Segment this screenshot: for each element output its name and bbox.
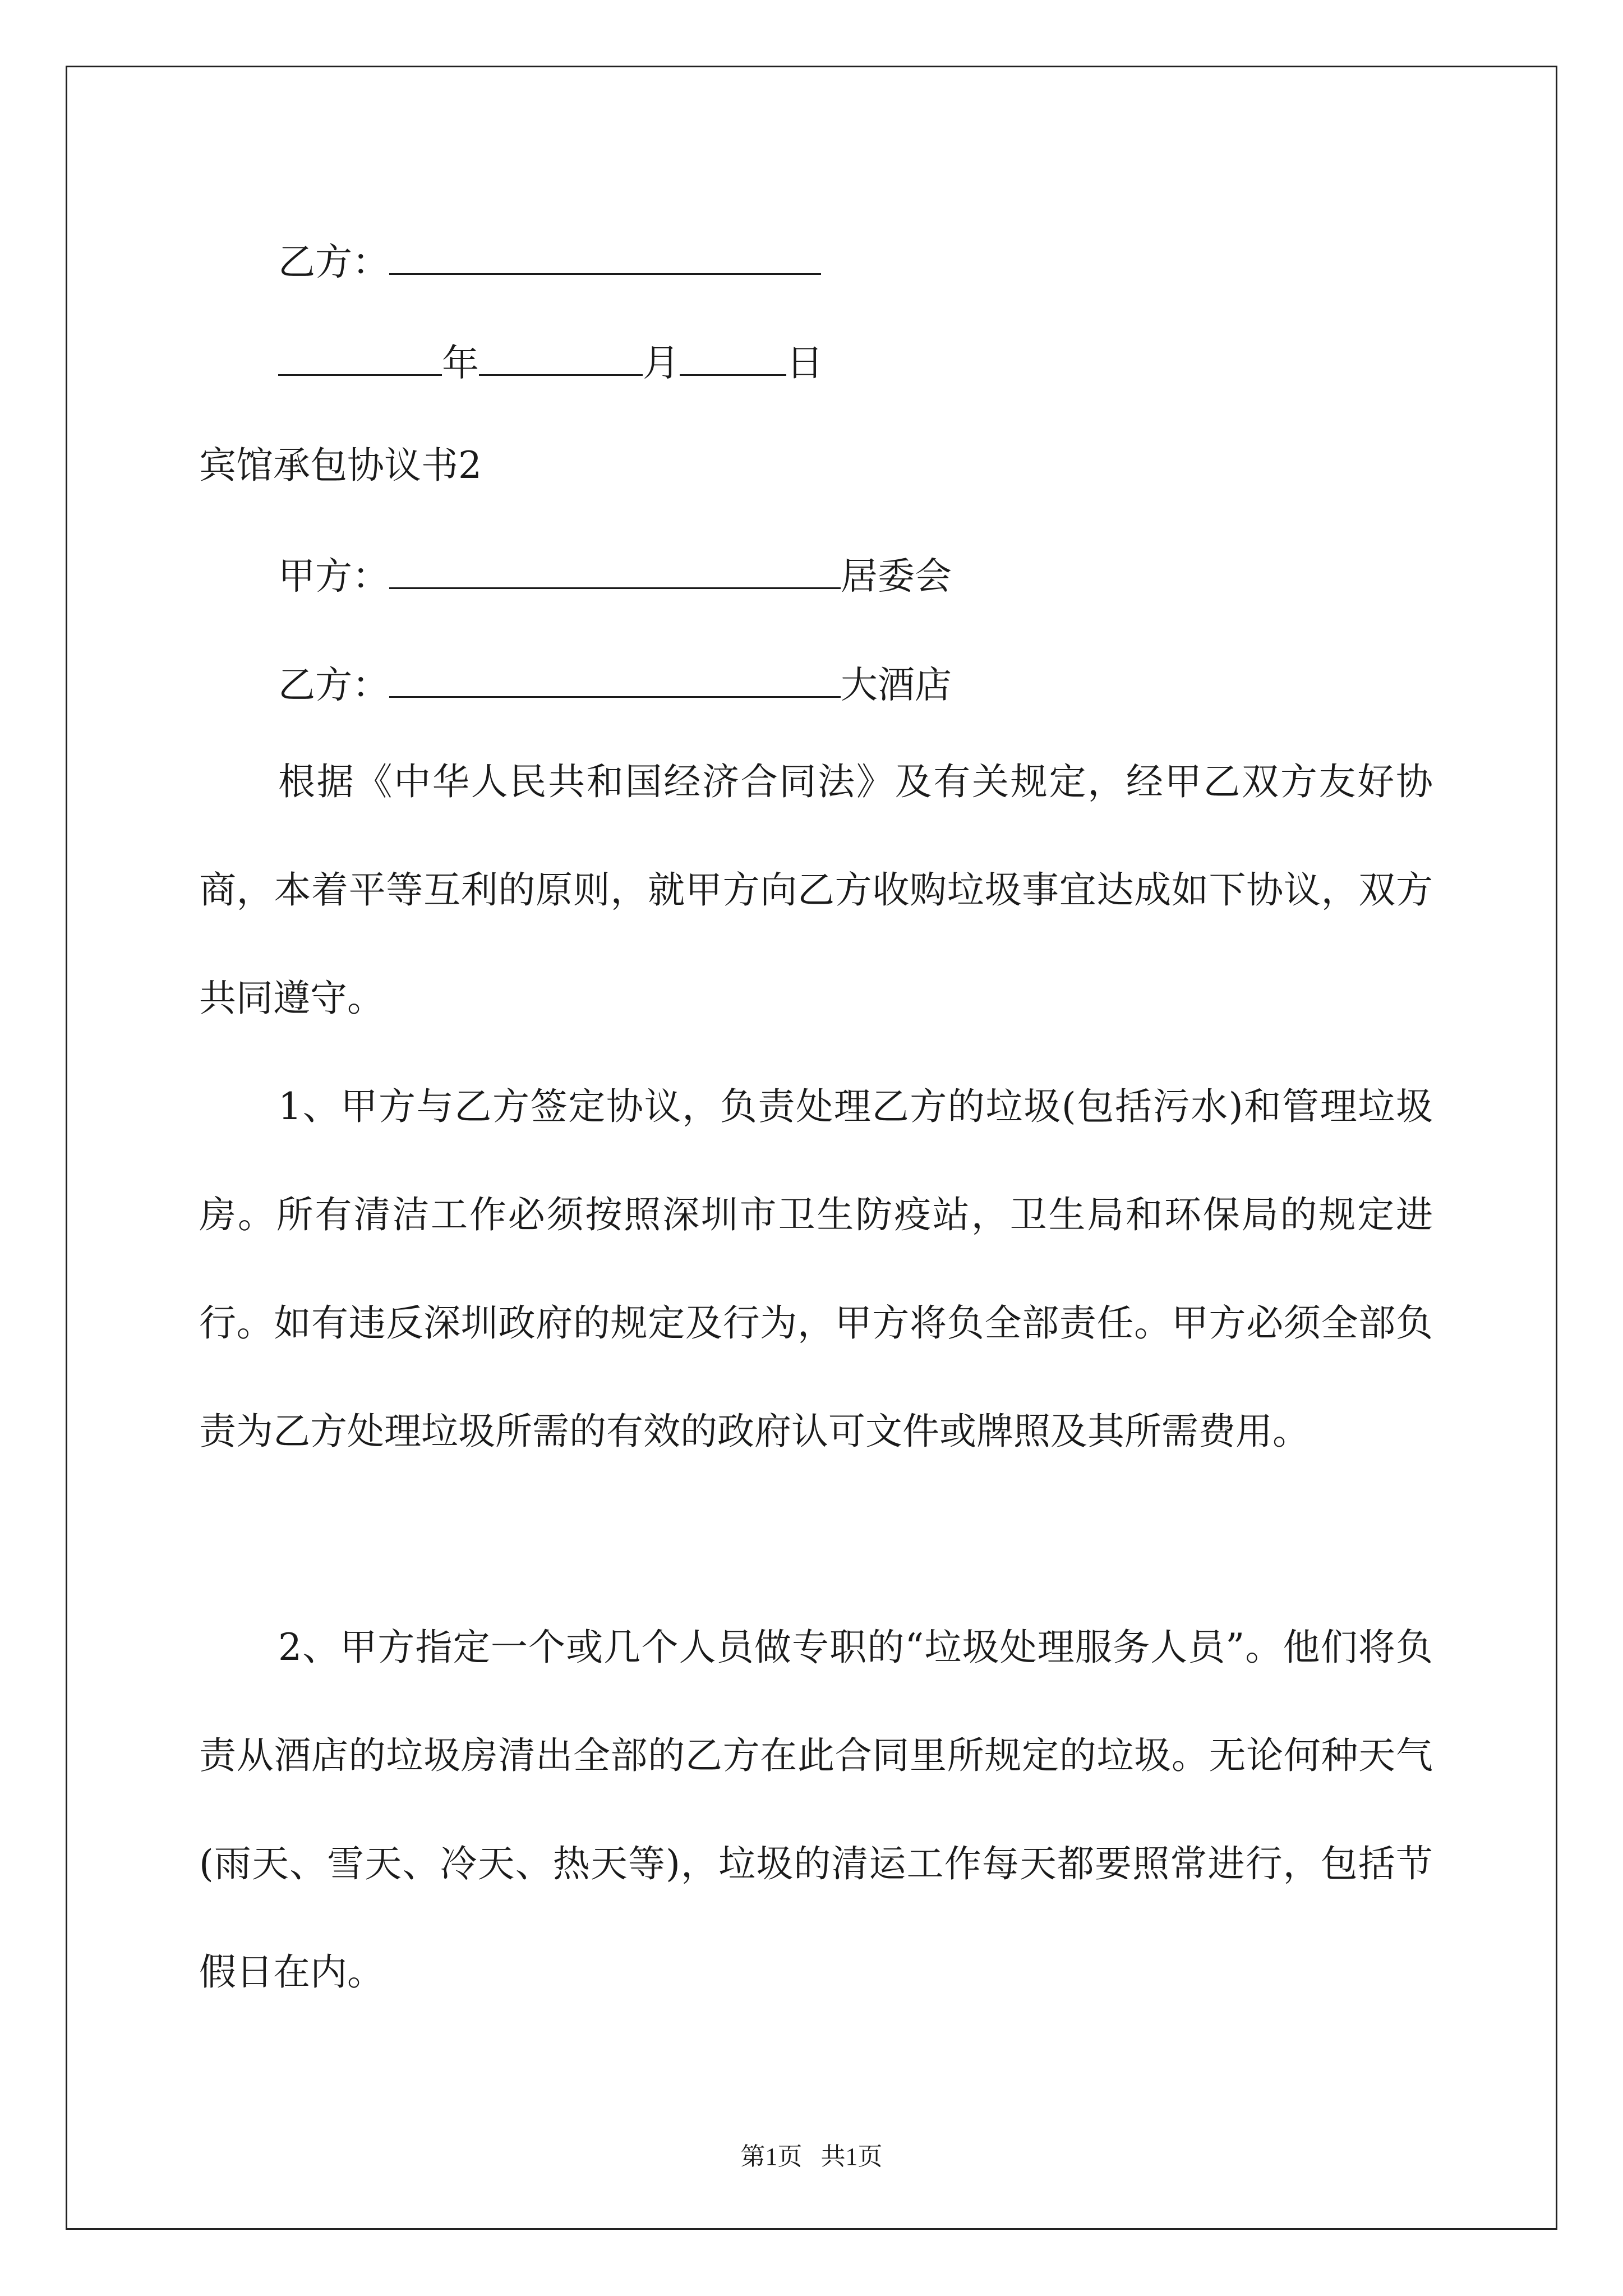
- paragraph-clause-1: 1、甲方与乙方签定协议，负责处理乙方的垃圾(包括污水)和管理垃圾房。所有清洁工作必须按照深圳市卫生防疫站，卫生局和环保局的规定进行。如有违反深圳政府的规定及行为，甲方将负全部责任。甲方必须全部负责为乙方处理垃圾所需的有效的政府认可文件或牌照及其所需费用。: [199, 1085, 1433, 1453]
- date-line: [278, 339, 823, 385]
- year-blank: [278, 339, 442, 376]
- page-footer: 第1页 共1页: [740, 2143, 883, 2170]
- party-b-blank: [389, 238, 821, 275]
- day-label: 日: [786, 341, 823, 385]
- party-a-label: 甲方：: [278, 554, 389, 598]
- party-b-line: [278, 661, 952, 707]
- month-blank: [479, 339, 643, 376]
- paragraph-clause-2: 2、甲方指定一个或几个人员做专职的“垃圾处理服务人员”。他们将负责从酒店的垃圾房清出全部的乙方在此合同里所规定的垃圾。无论何种天气(雨天、雪天、冷天、热天等)，垃圾的清运工作每天都要照常进行，包括节假日在内。: [199, 1626, 1433, 1994]
- party-a-blank: [389, 552, 841, 589]
- party-b-label: 乙方：: [278, 240, 389, 284]
- party-a-suffix: 居委会: [841, 554, 952, 598]
- document-title: 宾馆承包协议书2: [199, 444, 482, 487]
- year-label: 年: [442, 341, 479, 385]
- day-blank: [680, 339, 786, 376]
- party-b-signature-line: [278, 238, 821, 284]
- month-label: 月: [643, 341, 680, 385]
- party-b-blank-2: [389, 661, 841, 698]
- paragraph-intro: 根据《中华人民共和国经济合同法》及有关规定，经甲乙双方友好协商，本着平等互利的原则，就甲方向乙方收购垃圾事宜达成如下协议，双方共同遵守。: [199, 760, 1433, 1020]
- party-a-line: [278, 552, 952, 598]
- party-b-suffix: 大酒店: [841, 663, 952, 707]
- party-b-label-2: 乙方：: [278, 663, 389, 707]
